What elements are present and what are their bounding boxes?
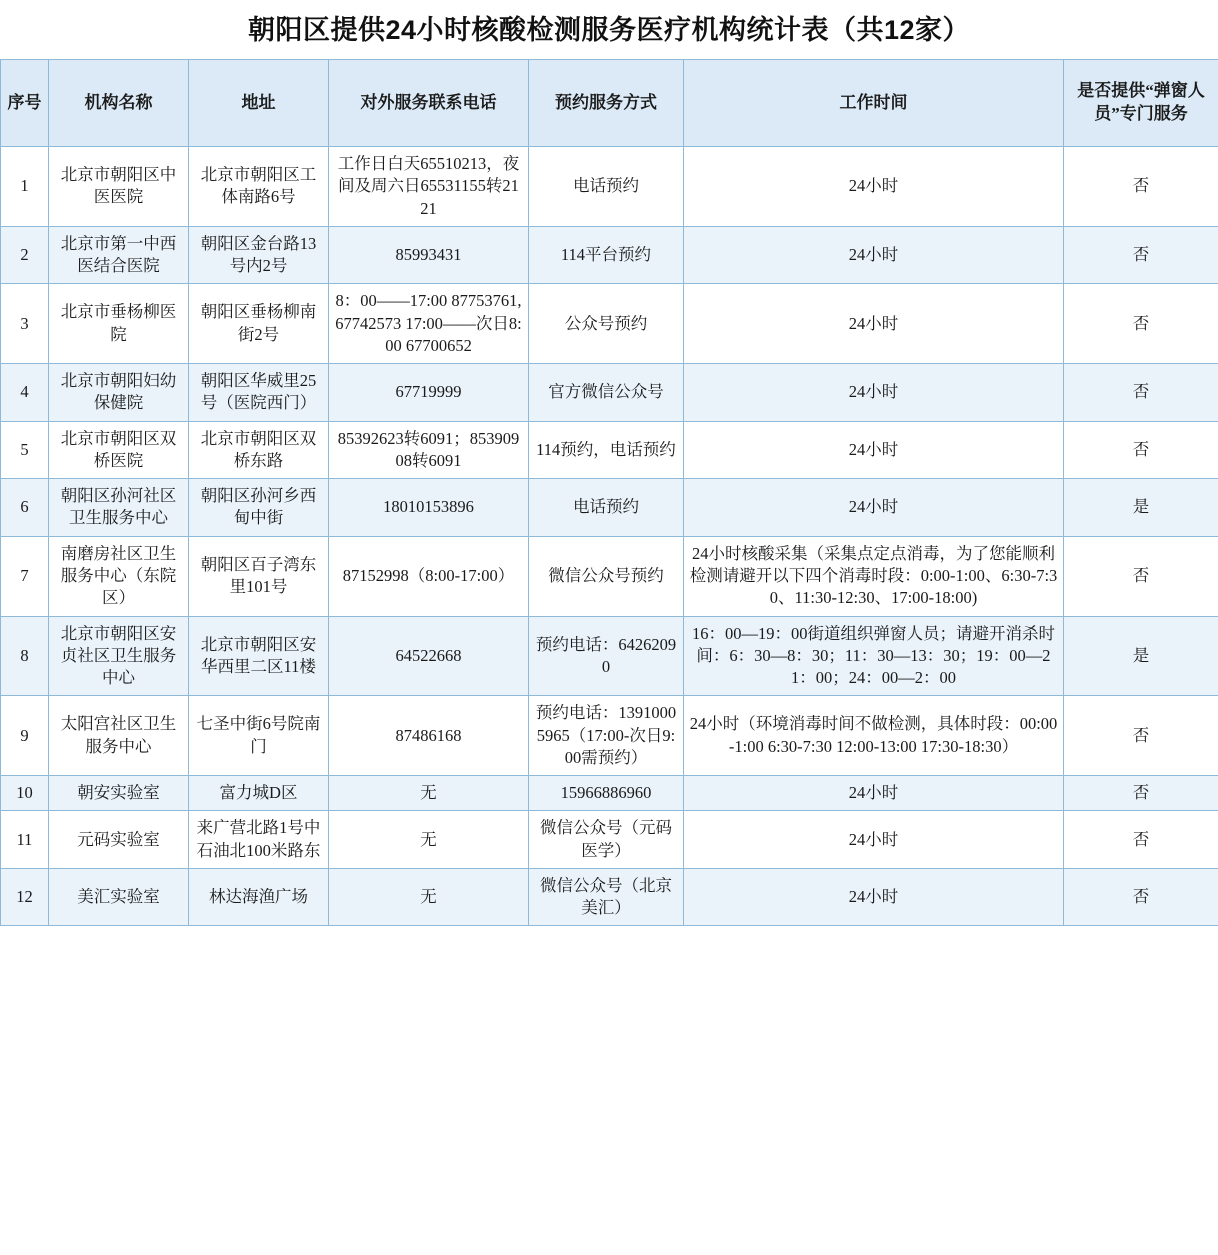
cell-working-hours: 24小时 bbox=[684, 284, 1064, 364]
cell-institution-name: 北京市第一中西医结合医院 bbox=[49, 226, 189, 284]
cell-popup-service: 否 bbox=[1064, 696, 1218, 776]
cell-popup-service: 否 bbox=[1064, 421, 1218, 479]
cell-index: 10 bbox=[1, 776, 49, 811]
cell-institution-name: 南磨房社区卫生服务中心（东院区） bbox=[49, 536, 189, 616]
cell-working-hours: 24小时 bbox=[684, 421, 1064, 479]
cell-booking-method: 微信公众号预约 bbox=[529, 536, 684, 616]
cell-booking-method: 电话预约 bbox=[529, 479, 684, 537]
cell-address: 朝阳区百子湾东里101号 bbox=[189, 536, 329, 616]
column-header-hours: 工作时间 bbox=[684, 60, 1064, 147]
cell-institution-name: 朝阳区孙河社区卫生服务中心 bbox=[49, 479, 189, 537]
cell-institution-name: 元码实验室 bbox=[49, 811, 189, 869]
cell-phone: 85993431 bbox=[329, 226, 529, 284]
cell-phone: 无 bbox=[329, 776, 529, 811]
page-title-bar bbox=[0, 0, 1218, 59]
cell-popup-service: 否 bbox=[1064, 364, 1218, 422]
cell-phone: 87486168 bbox=[329, 696, 529, 776]
table-row bbox=[1, 616, 1218, 696]
table-body bbox=[1, 147, 1218, 926]
cell-institution-name: 北京市垂杨柳医院 bbox=[49, 284, 189, 364]
table-row bbox=[1, 776, 1218, 811]
cell-working-hours: 24小时 bbox=[684, 868, 1064, 926]
cell-booking-method: 电话预约 bbox=[529, 147, 684, 227]
cell-address: 北京市朝阳区双桥东路 bbox=[189, 421, 329, 479]
cell-phone: 64522668 bbox=[329, 616, 529, 696]
cell-working-hours: 24小时 bbox=[684, 147, 1064, 227]
cell-working-hours: 24小时 bbox=[684, 479, 1064, 537]
cell-popup-service: 否 bbox=[1064, 811, 1218, 869]
cell-booking-method: 预约电话：13910005965（17:00-次日9:00需预约） bbox=[529, 696, 684, 776]
cell-institution-name: 美汇实验室 bbox=[49, 868, 189, 926]
cell-address: 朝阳区华威里25号（医院西门） bbox=[189, 364, 329, 422]
table-row bbox=[1, 226, 1218, 284]
cell-institution-name: 北京市朝阳区双桥医院 bbox=[49, 421, 189, 479]
cell-working-hours: 16：00—19：00街道组织弹窗人员；请避开消杀时间：6：30—8：30；11：30—13：30；19：00—21：00；24：00—2：00 bbox=[684, 616, 1064, 696]
cell-working-hours: 24小时 bbox=[684, 811, 1064, 869]
table-row bbox=[1, 147, 1218, 227]
cell-booking-method: 114预约，电话预约 bbox=[529, 421, 684, 479]
cell-address: 朝阳区孙河乡西甸中街 bbox=[189, 479, 329, 537]
cell-index: 3 bbox=[1, 284, 49, 364]
cell-popup-service: 否 bbox=[1064, 147, 1218, 227]
cell-address: 朝阳区垂杨柳南街2号 bbox=[189, 284, 329, 364]
column-header-popup-service: 是否提供“弹窗人员”专门服务 bbox=[1064, 60, 1218, 147]
cell-popup-service: 否 bbox=[1064, 284, 1218, 364]
cell-phone: 87152998（8:00-17:00） bbox=[329, 536, 529, 616]
cell-popup-service: 是 bbox=[1064, 616, 1218, 696]
cell-institution-name: 北京市朝阳妇幼保健院 bbox=[49, 364, 189, 422]
table-row bbox=[1, 868, 1218, 926]
cell-booking-method: 公众号预约 bbox=[529, 284, 684, 364]
cell-institution-name: 朝安实验室 bbox=[49, 776, 189, 811]
cell-address: 朝阳区金台路13号内2号 bbox=[189, 226, 329, 284]
header-row bbox=[1, 60, 1218, 147]
cell-institution-name: 太阳宫社区卫生服务中心 bbox=[49, 696, 189, 776]
cell-institution-name: 北京市朝阳区安贞社区卫生服务中心 bbox=[49, 616, 189, 696]
cell-working-hours: 24小时 bbox=[684, 226, 1064, 284]
column-header-name: 机构名称 bbox=[49, 60, 189, 147]
clinic-table bbox=[0, 59, 1218, 926]
cell-phone: 8：00——17:00 87753761,67742573 17:00——次日8:00 67700652 bbox=[329, 284, 529, 364]
cell-popup-service: 否 bbox=[1064, 536, 1218, 616]
cell-popup-service: 是 bbox=[1064, 479, 1218, 537]
cell-phone: 无 bbox=[329, 868, 529, 926]
cell-address: 林达海渔广场 bbox=[189, 868, 329, 926]
cell-phone: 工作日白天65510213，夜间及周六日65531155转2121 bbox=[329, 147, 529, 227]
table-row bbox=[1, 536, 1218, 616]
page-title: 朝阳区提供24小时核酸检测服务医疗机构统计表（共12家） bbox=[247, 15, 971, 45]
cell-booking-method: 15966886960 bbox=[529, 776, 684, 811]
cell-address: 北京市朝阳区工体南路6号 bbox=[189, 147, 329, 227]
cell-index: 5 bbox=[1, 421, 49, 479]
cell-index: 6 bbox=[1, 479, 49, 537]
cell-index: 12 bbox=[1, 868, 49, 926]
table-row bbox=[1, 421, 1218, 479]
column-header-phone: 对外服务联系电话 bbox=[329, 60, 529, 147]
cell-phone: 85392623转6091；85390908转6091 bbox=[329, 421, 529, 479]
cell-index: 9 bbox=[1, 696, 49, 776]
cell-booking-method: 微信公众号（北京美汇） bbox=[529, 868, 684, 926]
cell-booking-method: 官方微信公众号 bbox=[529, 364, 684, 422]
cell-working-hours: 24小时（环境消毒时间不做检测，具体时段：00:00-1:00 6:30-7:30 12:00-13:00 17:30-18:30） bbox=[684, 696, 1064, 776]
cell-popup-service: 否 bbox=[1064, 226, 1218, 284]
cell-address: 富力城D区 bbox=[189, 776, 329, 811]
column-header-booking: 预约服务方式 bbox=[529, 60, 684, 147]
table-row bbox=[1, 284, 1218, 364]
cell-address: 来广营北路1号中石油北100米路东 bbox=[189, 811, 329, 869]
table-row bbox=[1, 364, 1218, 422]
cell-address: 北京市朝阳区安华西里二区11楼 bbox=[189, 616, 329, 696]
cell-phone: 18010153896 bbox=[329, 479, 529, 537]
table-row bbox=[1, 479, 1218, 537]
cell-booking-method: 114平台预约 bbox=[529, 226, 684, 284]
cell-booking-method: 微信公众号（元码医学） bbox=[529, 811, 684, 869]
cell-index: 4 bbox=[1, 364, 49, 422]
cell-booking-method: 预约电话：64262090 bbox=[529, 616, 684, 696]
cell-working-hours: 24小时核酸采集（采集点定点消毒，为了您能顺利检测请避开以下四个消毒时段：0:00-1:00、6:30-7:30、11:30-12:30、17:00-18:00) bbox=[684, 536, 1064, 616]
cell-index: 8 bbox=[1, 616, 49, 696]
table-header bbox=[1, 60, 1218, 147]
column-header-address: 地址 bbox=[189, 60, 329, 147]
cell-index: 1 bbox=[1, 147, 49, 227]
cell-address: 七圣中街6号院南门 bbox=[189, 696, 329, 776]
cell-phone: 无 bbox=[329, 811, 529, 869]
cell-index: 11 bbox=[1, 811, 49, 869]
cell-institution-name: 北京市朝阳区中医医院 bbox=[49, 147, 189, 227]
cell-popup-service: 否 bbox=[1064, 868, 1218, 926]
table-row bbox=[1, 696, 1218, 776]
cell-index: 7 bbox=[1, 536, 49, 616]
cell-popup-service: 否 bbox=[1064, 776, 1218, 811]
cell-working-hours: 24小时 bbox=[684, 364, 1064, 422]
cell-working-hours: 24小时 bbox=[684, 776, 1064, 811]
table-row bbox=[1, 811, 1218, 869]
column-header-index: 序号 bbox=[1, 60, 49, 147]
cell-index: 2 bbox=[1, 226, 49, 284]
cell-phone: 67719999 bbox=[329, 364, 529, 422]
